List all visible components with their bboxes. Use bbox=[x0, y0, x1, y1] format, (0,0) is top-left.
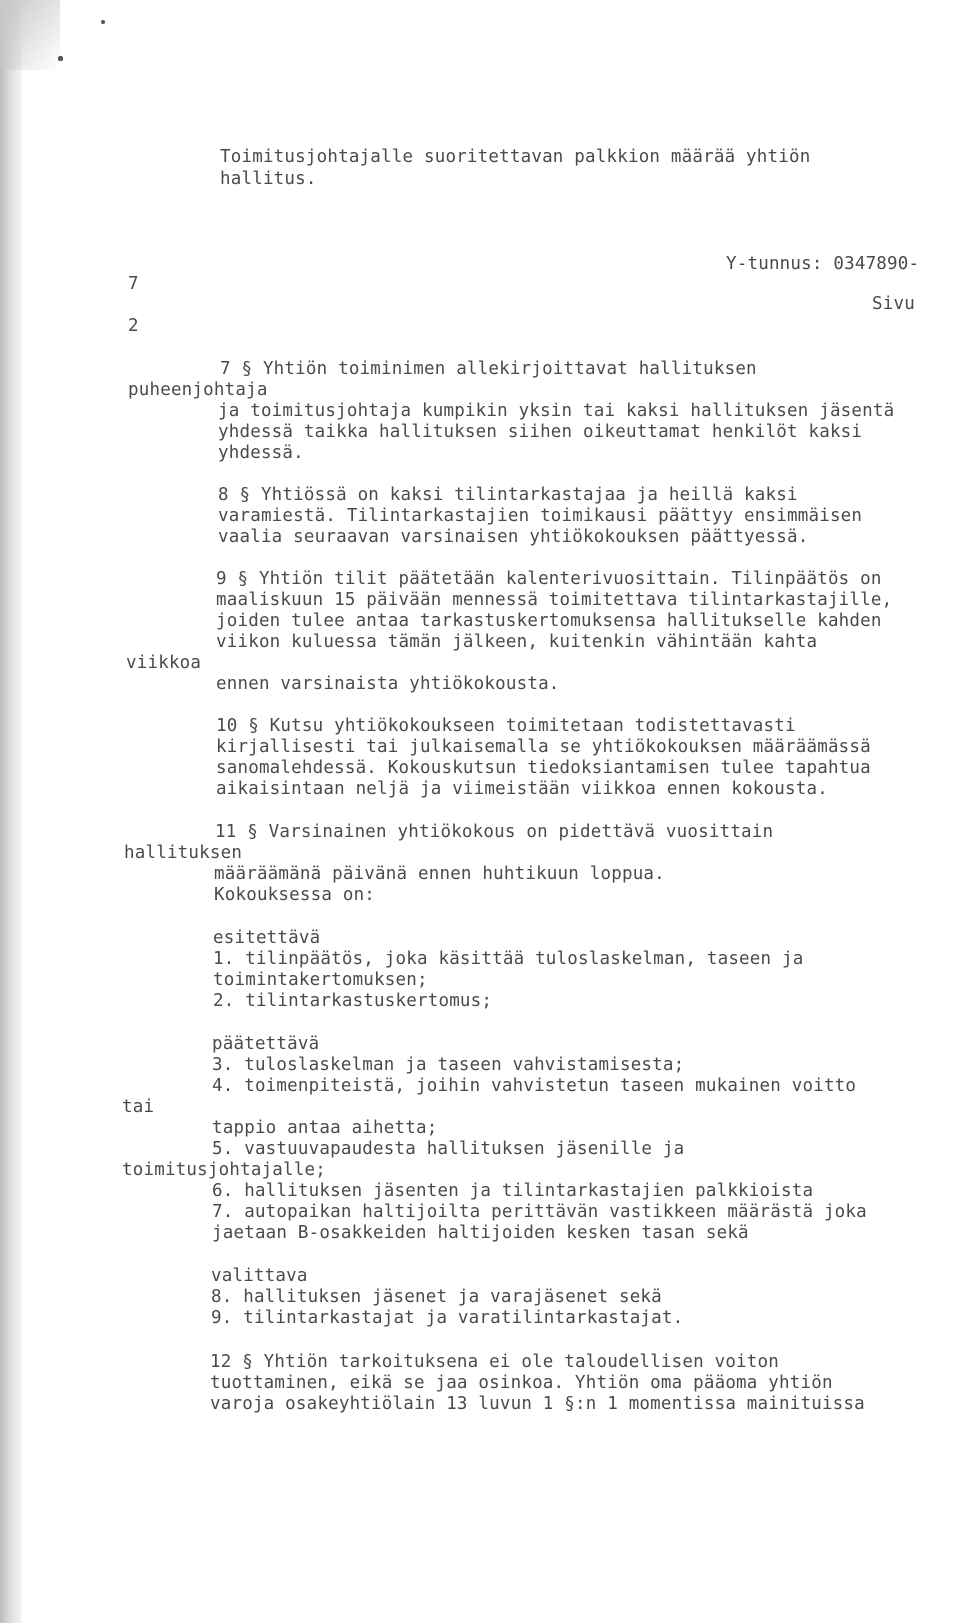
section-11-line: 11 § Varsinainen yhtiökokous on pidettävä vuosittain bbox=[215, 822, 774, 842]
scan-edge-shadow bbox=[0, 0, 22, 1623]
section-9-line: viikon kuluessa tämän jälkeen, kuitenkin vähintään kahta bbox=[216, 632, 818, 652]
section-8-line: varamiestä. Tilintarkastajien toimikausi päättyy ensimmäisen bbox=[218, 506, 863, 526]
section-12-line: tuottaminen, eikä se jaa osinkoa. Yhtiön oma pääoma yhtiön bbox=[210, 1373, 833, 1393]
section-9-line: joiden tulee antaa tarkastuskertomuksensa hallitukselle kahden bbox=[216, 611, 882, 631]
section-11-line: hallituksen bbox=[124, 843, 243, 863]
agenda-heading-elect: valittava bbox=[211, 1266, 308, 1286]
agenda-item: 4. toimenpiteistä, joihin vahvistetun taseen mukainen voitto bbox=[212, 1076, 857, 1096]
section-9-line: maaliskuun 15 päivään mennessä toimitettava tilintarkastajille, bbox=[216, 590, 893, 610]
intro-line: hallitus. bbox=[220, 169, 317, 189]
section-11-line: määräämänä päivänä ennen huhtikuun loppua. bbox=[214, 864, 665, 884]
scan-corner-shadow bbox=[0, 0, 60, 70]
section-12-line: varoja osakeyhtiölain 13 luvun 1 §:n 1 momentissa mainituissa bbox=[210, 1394, 865, 1414]
section-8-line: vaalia seuraavan varsinaisen yhtiökokouksen päättyessä. bbox=[218, 527, 809, 547]
section-10-line: sanomalehdessä. Kokouskutsun tiedoksiantamisen tulee tapahtua bbox=[216, 758, 871, 778]
agenda-item: 8. hallituksen jäsenet ja varajäsenet sekä bbox=[211, 1287, 662, 1307]
section-7-line: 7 § Yhtiön toiminimen allekirjoittavat hallituksen bbox=[220, 359, 757, 379]
page-label: Sivu bbox=[872, 294, 915, 314]
agenda-item: 2. tilintarkastuskertomus; bbox=[213, 991, 493, 1011]
section-9-line: viikkoa bbox=[126, 653, 202, 673]
agenda-heading-decide: päätettävä bbox=[212, 1034, 320, 1054]
section-10-line: kirjallisesti tai julkaisemalla se yhtiökokouksen määräämässä bbox=[216, 737, 871, 757]
agenda-item: toimitusjohtajalle; bbox=[122, 1160, 326, 1180]
agenda-item: tappio antaa aihetta; bbox=[212, 1118, 438, 1138]
section-12-line: 12 § Yhtiön tarkoituksena ei ole taloudellisen voiton bbox=[210, 1352, 780, 1372]
section-7-line: yhdessä taikka hallituksen siihen oikeuttamat henkilöt kaksi bbox=[218, 422, 863, 442]
agenda-item: jaetaan B-osakkeiden haltijoiden kesken tasan sekä bbox=[212, 1223, 749, 1243]
agenda-item: 6. hallituksen jäsenten ja tilintarkastajien palkkioista bbox=[212, 1181, 814, 1201]
intro-line: Toimitusjohtajalle suoritettavan palkkion määrää yhtiön bbox=[220, 147, 811, 167]
section-8-line: 8 § Yhtiössä on kaksi tilintarkastajaa ja heillä kaksi bbox=[218, 485, 798, 505]
section-9-line: ennen varsinaista yhtiökokousta. bbox=[216, 674, 560, 694]
agenda-heading-present: esitettävä bbox=[213, 928, 321, 948]
section-7-line: puheenjohtaja bbox=[128, 380, 268, 400]
page-number: 2 bbox=[128, 316, 139, 336]
agenda-item: toimintakertomuksen; bbox=[213, 970, 428, 990]
section-7-line: ja toimitusjohtaja kumpikin yksin tai kaksi hallituksen jäsentä bbox=[218, 401, 895, 421]
agenda-item: 9. tilintarkastajat ja varatilintarkastajat. bbox=[211, 1308, 684, 1328]
scan-speck bbox=[101, 20, 105, 24]
agenda-item: 7. autopaikan haltijoilta perittävän vastikkeen määrästä joka bbox=[212, 1202, 867, 1222]
agenda-item: 5. vastuuvapaudesta hallituksen jäsenille ja bbox=[212, 1139, 685, 1159]
scan-speck bbox=[58, 56, 63, 61]
section-10-line: 10 § Kutsu yhtiökokoukseen toimitetaan todistettavasti bbox=[216, 716, 796, 736]
section-7-line: yhdessä. bbox=[218, 443, 304, 463]
section-9-line: 9 § Yhtiön tilit päätetään kalenterivuosittain. Tilinpäätös on bbox=[216, 569, 882, 589]
business-id-suffix: 7 bbox=[128, 274, 139, 294]
section-10-line: aikaisintaan neljä ja viimeistään viikkoa ennen kokousta. bbox=[216, 779, 828, 799]
agenda-item: tai bbox=[122, 1097, 155, 1117]
agenda-item: 1. tilinpäätös, joka käsittää tuloslaskelman, taseen ja bbox=[213, 949, 804, 969]
agenda-item: 3. tuloslaskelman ja taseen vahvistamisesta; bbox=[212, 1055, 685, 1075]
business-id: Y-tunnus: 0347890- bbox=[726, 254, 920, 274]
section-11-line: Kokouksessa on: bbox=[214, 885, 376, 905]
